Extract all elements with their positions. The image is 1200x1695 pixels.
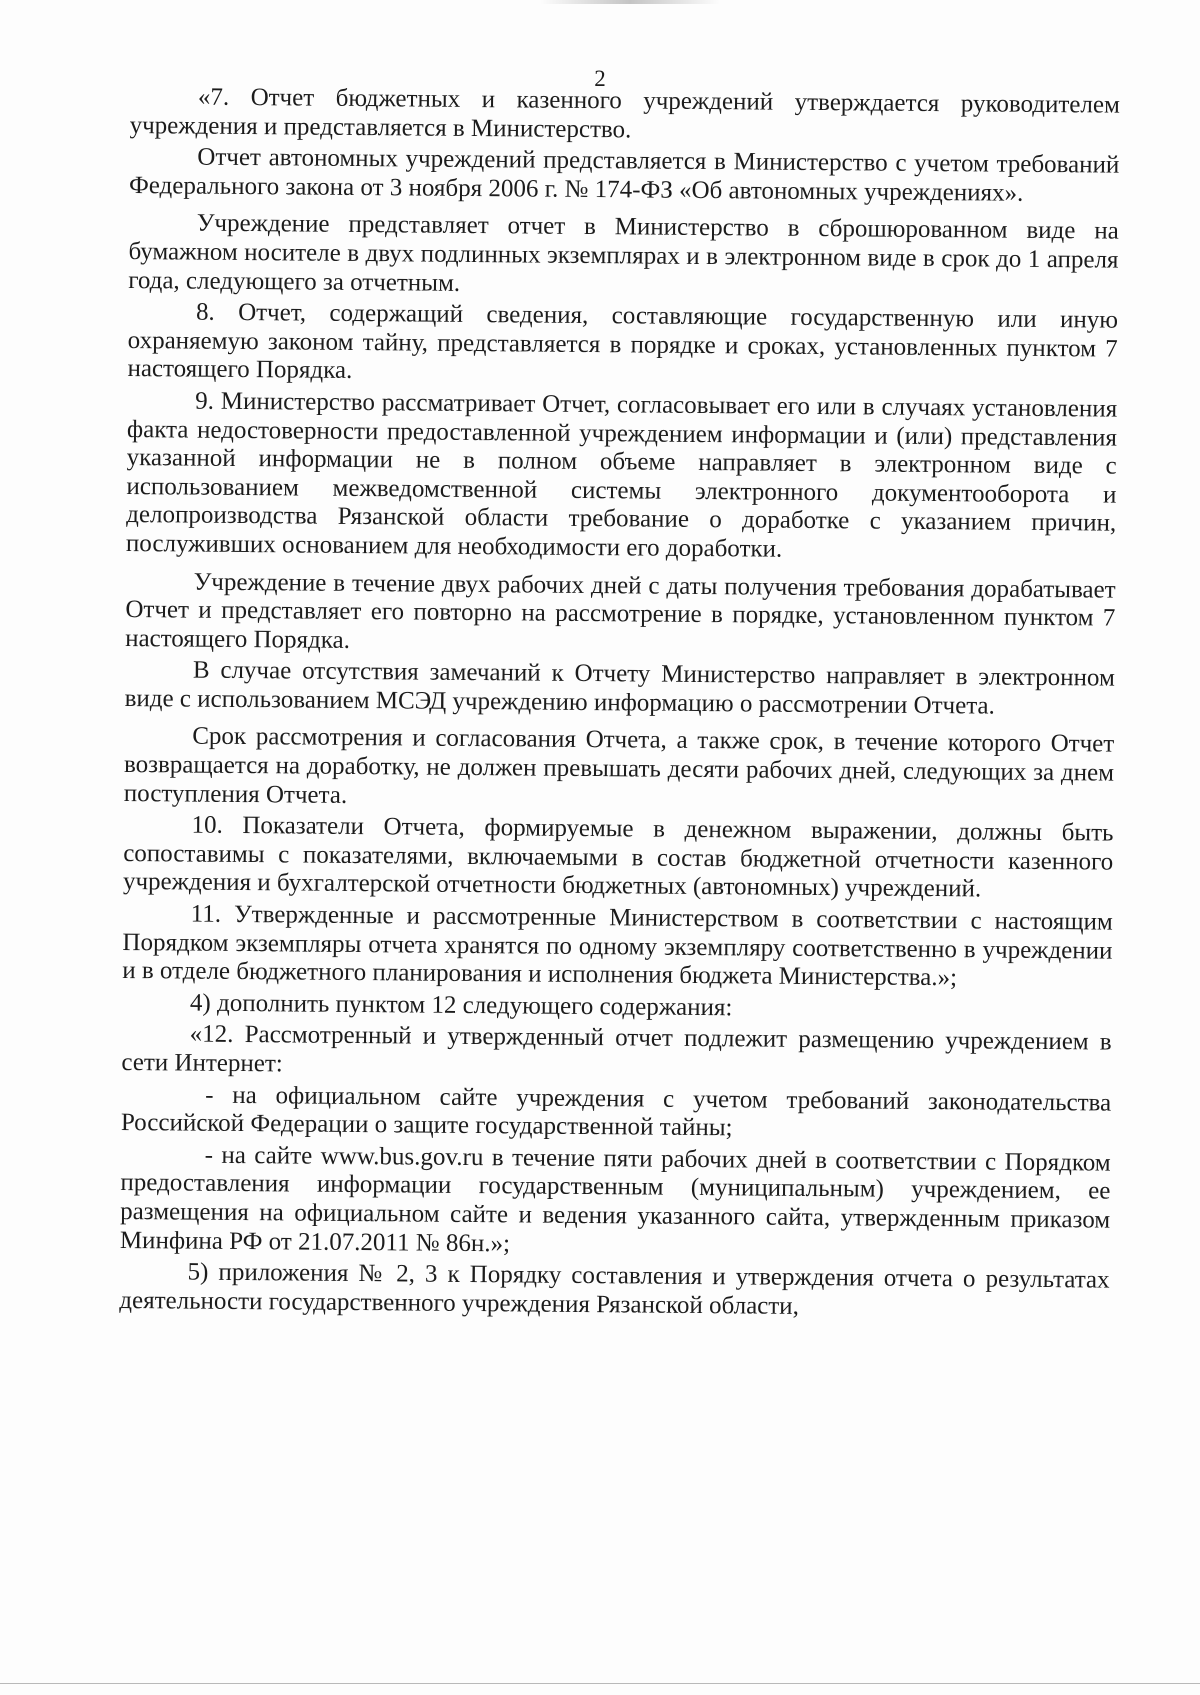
- paragraph-10: 10. Показатели Отчета, формируемые в денежном выражении, должны быть сопоставимы с показателями, включаемыми в состав бюджетной отчетности казенного учреждения и бухгалтерской отчетности бюджетных (автономных) учреждений.: [122, 811, 1114, 903]
- scan-artifact-top: [540, 0, 720, 4]
- paragraph-review-term: Срок рассмотрения и согласования Отчета, а также срок, в течение которого Отчет возвращается на доработку, не должен превышать десяти рабочих дней, следующих за днем поступления Отчета.: [123, 723, 1115, 809]
- paragraph-11: 11. Утвержденные и рассмотренные Министерством в соответствии с настоящим Порядком экземпляры отчета хранятся по одному экземпляру соответственно в учреждении и в отделе бюджетного планирования и исполнения бюджета Министерства.»;: [122, 900, 1113, 992]
- paragraph-item-5: 5) приложения № 2, 3 к Порядку составления и утверждения отчета о результатах деятельности государственного учреждения Рязанской области,: [119, 1258, 1110, 1320]
- paragraph-12: «12. Рассмотренный и утвержденный отчет подлежит размещению учреждением в сети Интернет:: [121, 1020, 1112, 1078]
- paragraph-8: 8. Отчет, содержащий сведения, составляющие государственную или иную охраняемую законом тайну, представляется в порядке и сроках, установленных пунктом 7 настоящего Порядка.: [127, 298, 1119, 385]
- paragraph-bus-gov-site: - на сайте www.bus.gov.ru в течение пяти рабочих дней в соответствии с Порядком предоставления информации государственным (муниципальным) учреждением, ее размещения на официальном сайте и ведения указанного сайта, утвержденным приказом Минфина РФ от 21.07.2011 № 86н.»;: [119, 1141, 1111, 1257]
- paragraph-submission: Учреждение представляет отчет в Министерство в сброшюрованном виде на бумажном носителе в двух подлинных экземплярах и в электронном виде в срок до 1 апреля года, следующего за отчетным.: [128, 209, 1119, 297]
- paragraph-no-remarks: В случае отсутствия замечаний к Отчету Министерство направляет в электронном виде с использованием МСЭД учреждению информацию о рассмотрении Отчета.: [124, 656, 1115, 720]
- paragraph-9: 9. Министерство рассматривает Отчет, согласовывает его или в случаях установления факта недостоверности предоставленной учреждением информации и (или) представления указанной информации не в полном объеме направляет в электронном виде с использованием межведомственной системы электронного документооборота и делопроизводства Рязанской области требование о доработке с указанием причин, послуживших основанием для необходимости его доработки.: [125, 387, 1118, 563]
- scan-artifact-bottom-line: [0, 1683, 1200, 1684]
- document-body: [119, 83, 1120, 1327]
- paragraph-autonomous-report: Отчет автономных учреждений представляется в Министерство с учетом требований Федерального закона от 3 ноября 2006 г. № 174-ФЗ «Об автономных учреждениях».: [128, 143, 1120, 207]
- paragraph-7: «7. Отчет бюджетных и казенного учреждений утверждается руководителем учреждения и представляется в Министерство.: [129, 83, 1120, 143]
- page-number: 2: [594, 66, 606, 91]
- paragraph-official-site: - на официальном сайте учреждения с учетом требований законодательства Российской Федерации о защите государственной тайны;: [120, 1081, 1112, 1142]
- paragraph-item-4: 4) дополнить пунктом 12 следующего содержания:: [189, 989, 733, 1022]
- paragraph-revision: Учреждение в течение двух рабочих дней с даты получения требования дорабатывает Отчет и представляет его повторно на рассмотрение в порядке, установленном пунктом 7 настоящего Порядка.: [125, 568, 1116, 654]
